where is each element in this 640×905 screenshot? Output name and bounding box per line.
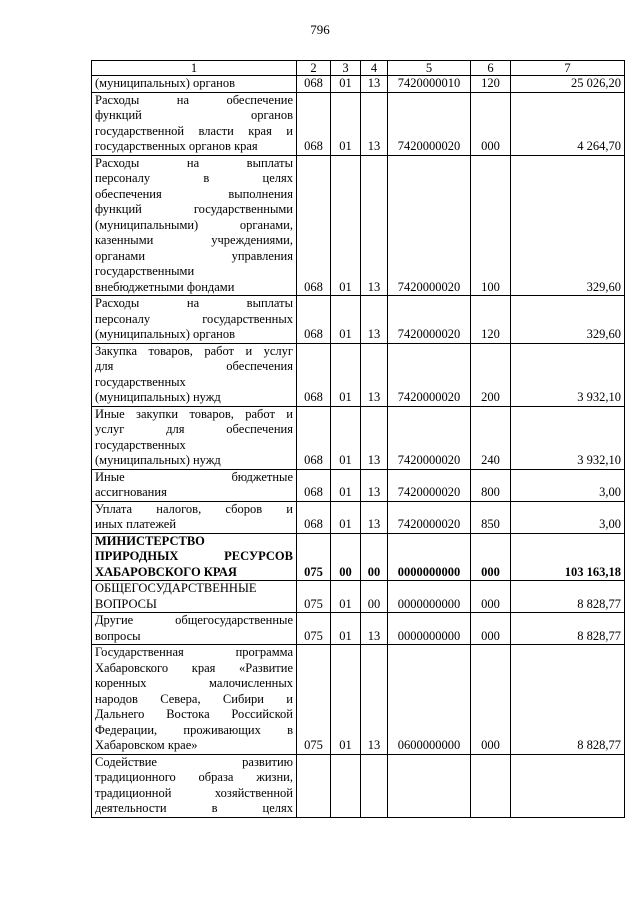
col-2-cell: 068 <box>297 343 331 406</box>
col-5-cell: 7420000020 <box>388 406 471 469</box>
col-5-cell: 7420000020 <box>388 501 471 533</box>
col-6-cell: 800 <box>471 469 511 501</box>
col-6-cell: 120 <box>471 296 511 344</box>
row-name-line: государственных <box>95 374 186 389</box>
col-5-cell: 7420000020 <box>388 155 471 296</box>
row-name-cell <box>92 754 297 817</box>
column-header: 1 <box>92 61 297 76</box>
col-2-cell: 075 <box>297 581 331 613</box>
col-5-cell: 7420000020 <box>388 343 471 406</box>
col-6-cell: 200 <box>471 343 511 406</box>
row-name-line: Расходы на выплаты <box>95 296 293 310</box>
row-name-line: Уплата налогов, сборов и <box>95 501 293 516</box>
table-row <box>92 613 625 645</box>
row-name-line: (муниципальных) органов <box>95 327 236 341</box>
row-name-line: Другие общегосударственные <box>95 613 293 627</box>
col-3-cell: 01 <box>331 581 361 613</box>
row-name-line: ОБЩЕГОСУДАРСТВЕННЫЕ <box>95 581 257 595</box>
row-name-line: Содействие развитию <box>95 754 293 769</box>
row-name-line: иных платежей <box>95 517 177 531</box>
column-header: 7 <box>511 61 625 76</box>
row-name-line: традиционной хозяйственной <box>95 785 293 800</box>
col-5-cell <box>388 754 471 817</box>
table-row <box>92 501 625 533</box>
col-3-cell: 01 <box>331 296 361 344</box>
col-3-cell: 01 <box>331 501 361 533</box>
row-name-cell <box>92 533 297 581</box>
col-7-cell: 329,60 <box>511 155 625 296</box>
table-row <box>92 581 625 613</box>
column-header: 3 <box>331 61 361 76</box>
budget-table <box>91 60 625 818</box>
table-row <box>92 343 625 406</box>
row-name-line: (муниципальных) нужд <box>95 390 221 404</box>
col-2-cell: 075 <box>297 645 331 755</box>
row-name-line: ВОПРОСЫ <box>95 596 157 611</box>
row-name-line: Расходы на выплаты <box>95 155 293 170</box>
row-name-line: Иные закупки товаров, работ и <box>95 406 293 421</box>
row-name-line: казенными учреждениями, <box>95 233 293 247</box>
col-6-cell: 000 <box>471 581 511 613</box>
page-number: 796 <box>310 22 330 37</box>
col-2-cell: 068 <box>297 155 331 296</box>
col-3-cell: 00 <box>331 533 361 581</box>
col-5-cell: 0000000000 <box>388 581 471 613</box>
row-name-line: внебюджетными фондами <box>95 279 235 294</box>
col-3-cell: 01 <box>331 406 361 469</box>
col-7-cell: 8 828,77 <box>511 645 625 755</box>
row-name-line: Государственная программа <box>95 645 293 659</box>
col-4-cell: 13 <box>361 469 388 501</box>
col-4-cell: 13 <box>361 501 388 533</box>
row-name-cell <box>92 155 297 296</box>
row-name-line: персоналу государственных <box>95 311 293 326</box>
col-7-cell: 3 932,10 <box>511 343 625 406</box>
row-name-line: функций государственными <box>95 202 293 216</box>
row-name-line: органами управления <box>95 248 293 263</box>
col-4-cell: 13 <box>361 343 388 406</box>
col-4-cell: 00 <box>361 533 388 581</box>
col-6-cell: 000 <box>471 533 511 581</box>
row-name-line: (муниципальных) органов <box>95 76 236 90</box>
row-name-line: Дальнего Востока Российской <box>95 707 293 721</box>
col-2-cell <box>297 754 331 817</box>
col-3-cell: 01 <box>331 469 361 501</box>
row-name-cell <box>92 92 297 155</box>
col-5-cell: 7420000010 <box>388 76 471 93</box>
row-name-cell <box>92 343 297 406</box>
row-name-cell <box>92 645 297 755</box>
col-4-cell: 13 <box>361 92 388 155</box>
col-7-cell <box>511 754 625 817</box>
table-header-row <box>92 61 625 76</box>
col-3-cell: 01 <box>331 613 361 645</box>
col-4-cell: 13 <box>361 406 388 469</box>
col-3-cell: 01 <box>331 645 361 755</box>
col-6-cell <box>471 754 511 817</box>
col-5-cell: 7420000020 <box>388 92 471 155</box>
col-6-cell: 000 <box>471 92 511 155</box>
col-6-cell: 100 <box>471 155 511 296</box>
table-row <box>92 754 625 817</box>
row-name-line: МИНИСТЕРСТВО <box>95 533 205 548</box>
row-name-line: персоналу в целях <box>95 171 293 185</box>
row-name-line: коренных малочисленных <box>95 676 293 690</box>
table-row <box>92 155 625 296</box>
col-3-cell: 01 <box>331 76 361 93</box>
col-6-cell: 000 <box>471 645 511 755</box>
col-2-cell: 068 <box>297 296 331 344</box>
column-header: 2 <box>297 61 331 76</box>
row-name-line: Хабаровского края «Развитие <box>95 660 293 675</box>
col-5-cell: 0000000000 <box>388 613 471 645</box>
row-name-line: обеспечения выполнения <box>95 186 293 201</box>
column-header: 5 <box>388 61 471 76</box>
col-5-cell: 0600000000 <box>388 645 471 755</box>
col-2-cell: 068 <box>297 76 331 93</box>
row-name-line: ассигнования <box>95 485 167 499</box>
col-7-cell: 3 932,10 <box>511 406 625 469</box>
row-name-line: функций органов <box>95 108 293 122</box>
col-6-cell: 000 <box>471 613 511 645</box>
col-6-cell: 850 <box>471 501 511 533</box>
table-row <box>92 406 625 469</box>
col-5-cell: 7420000020 <box>388 469 471 501</box>
col-2-cell: 068 <box>297 469 331 501</box>
row-name-line: народов Севера, Сибири и <box>95 691 293 706</box>
table-row <box>92 76 625 93</box>
col-4-cell: 13 <box>361 76 388 93</box>
row-name-cell <box>92 296 297 344</box>
row-name-cell <box>92 501 297 533</box>
row-name-cell <box>92 406 297 469</box>
col-7-cell: 8 828,77 <box>511 581 625 613</box>
col-7-cell: 3,00 <box>511 501 625 533</box>
col-7-cell: 25 026,20 <box>511 76 625 93</box>
row-name-line: для обеспечения <box>95 359 293 373</box>
col-6-cell: 120 <box>471 76 511 93</box>
row-name-line: Хабаровском крае» <box>95 738 198 752</box>
row-name-line: (муниципальных) нужд <box>95 453 221 467</box>
table-row <box>92 533 625 581</box>
col-7-cell: 103 163,18 <box>511 533 625 581</box>
col-7-cell: 4 264,70 <box>511 92 625 155</box>
col-2-cell: 068 <box>297 92 331 155</box>
row-name-line: традиционного образа жизни, <box>95 770 293 784</box>
row-name-line: государственной власти края и <box>95 123 293 138</box>
row-name-line: услуг для обеспечения <box>95 422 293 436</box>
table-row <box>92 469 625 501</box>
row-name-line: ПРИРОДНЫХ РЕСУРСОВ <box>95 549 293 563</box>
col-4-cell: 00 <box>361 581 388 613</box>
table-row <box>92 92 625 155</box>
row-name-line: Иные бюджетные <box>95 469 293 484</box>
table-row <box>92 645 625 755</box>
column-header: 4 <box>361 61 388 76</box>
col-4-cell <box>361 754 388 817</box>
row-name-line: ХАБАРОВСКОГО КРАЯ <box>95 564 237 579</box>
budget-table-body <box>92 61 625 818</box>
row-name-cell <box>92 76 297 93</box>
row-name-line: государственными <box>95 264 195 278</box>
row-name-line: Расходы на обеспечение <box>95 92 293 107</box>
row-name-line: Закупка товаров, работ и услуг <box>95 343 293 358</box>
row-name-cell <box>92 613 297 645</box>
row-name-line: государственных <box>95 437 186 452</box>
row-name-line: (муниципальными) органами, <box>95 217 293 232</box>
col-2-cell: 075 <box>297 533 331 581</box>
row-name-cell <box>92 469 297 501</box>
row-name-line: Федерации, проживающих в <box>95 722 293 737</box>
col-4-cell: 13 <box>361 296 388 344</box>
col-4-cell: 13 <box>361 613 388 645</box>
col-2-cell: 075 <box>297 613 331 645</box>
row-name-line: деятельности в целях <box>95 801 293 815</box>
table-row <box>92 296 625 344</box>
col-3-cell: 01 <box>331 343 361 406</box>
col-5-cell: 0000000000 <box>388 533 471 581</box>
col-4-cell: 13 <box>361 645 388 755</box>
col-7-cell: 8 828,77 <box>511 613 625 645</box>
row-name-line: вопросы <box>95 628 141 643</box>
row-name-line: государственных органов края <box>95 139 258 153</box>
col-3-cell <box>331 754 361 817</box>
col-3-cell: 01 <box>331 92 361 155</box>
col-7-cell: 329,60 <box>511 296 625 344</box>
col-3-cell: 01 <box>331 155 361 296</box>
column-header: 6 <box>471 61 511 76</box>
row-name-cell <box>92 581 297 613</box>
col-2-cell: 068 <box>297 501 331 533</box>
col-6-cell: 240 <box>471 406 511 469</box>
col-7-cell: 3,00 <box>511 469 625 501</box>
col-5-cell: 7420000020 <box>388 296 471 344</box>
col-4-cell: 13 <box>361 155 388 296</box>
col-2-cell: 068 <box>297 406 331 469</box>
